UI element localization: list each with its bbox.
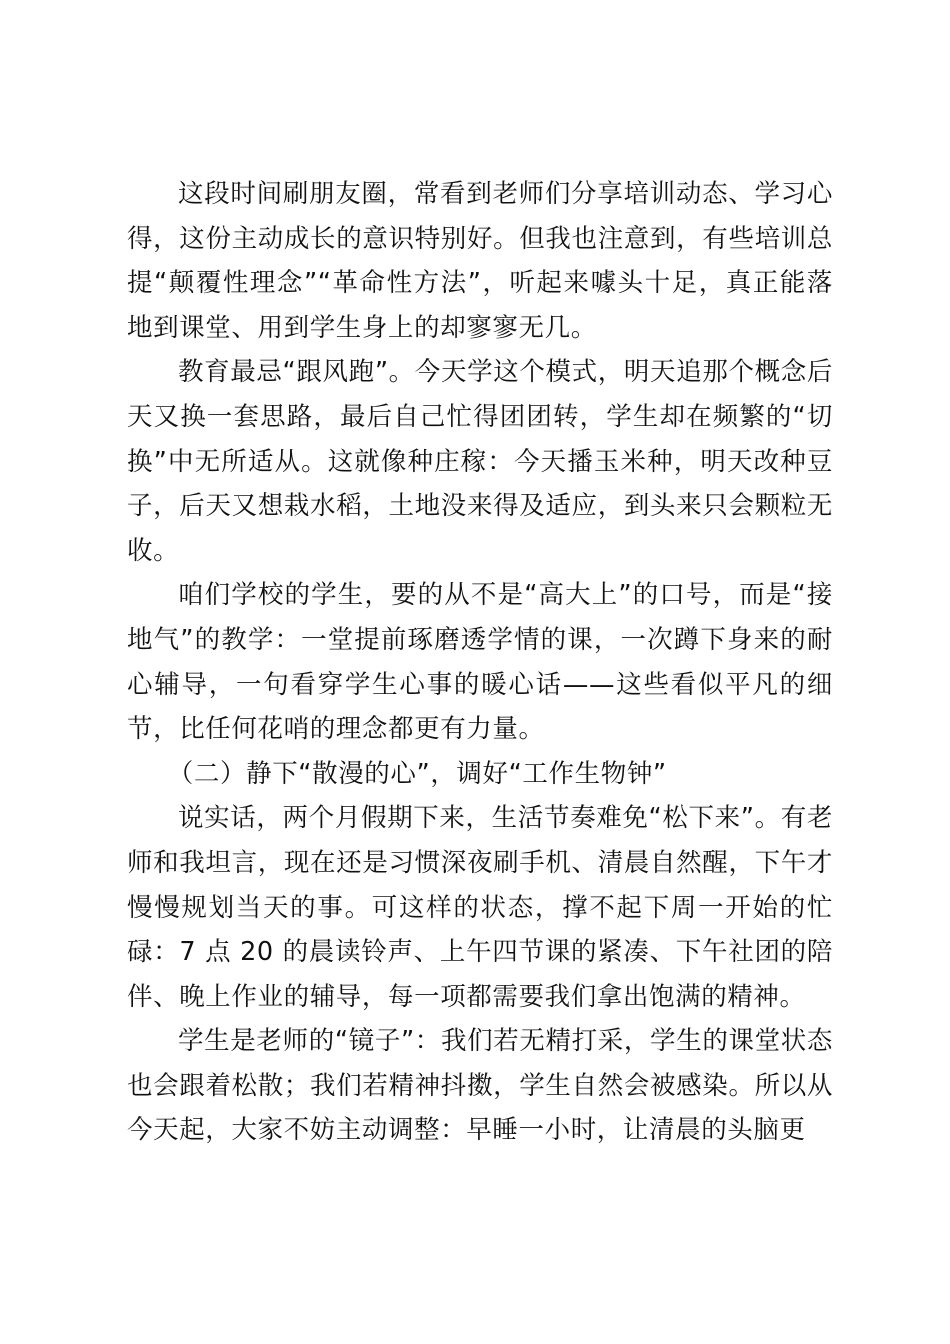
document-body	[127, 172, 833, 1153]
section-heading: （二）静下“散漫的心”，调好“工作生物钟”	[167, 758, 667, 789]
paragraph-down-to-earth-teaching: 咱们学校的学生，要的从不是“高大上”的口号，而是“接地气”的教学：一堂提前琢磨透学情的课，一次蹲下身来的耐心辅导，一句看穿学生心事的暖心话——这些看似平凡的细节，比任何花哨的理念都更有力量。	[127, 580, 833, 745]
paragraph-follow-trends: 教育最忌“跟风跑”。今天学这个模式，明天追那个概念后天又换一套思路，最后自己忙得团团转，学生却在频繁的“切换”中无所适从。这就像种庄稼：今天播玉米种，明天改种豆子，后天又想栽水稻，土地没来得及适应，到头来只会颗粒无收。	[127, 357, 833, 566]
paragraph-teacher-mirror: 学生是老师的“镜子”：我们若无精打采，学生的课堂状态也会跟着松散；我们若精神抖擞，学生自然会被感染。所以从今天起，大家不妨主动调整：早睡一小时，让清晨的头脑更	[127, 1026, 833, 1146]
paragraph-holiday-rhythm: 说实话，两个月假期下来，生活节奏难免“松下来”。有老师和我坦言，现在还是习惯深夜刷手机、清晨自然醒，下午才慢慢规划当天的事。可这样的状态，撑不起下周一开始的忙碌：7 点 20 的晨读铃声、上午四节课的紧凑、下午社团的陪伴、晚上作业的辅导，每一项都需要我们拿出饱满的精神。	[127, 803, 833, 1012]
paragraph-training-trends: 这段时间刷朋友圈，常看到老师们分享培训动态、学习心得，这份主动成长的意识特别好。但我也注意到，有些培训总提“颠覆性理念”“革命性方法”，听起来噱头十足，真正能落地到课堂、用到学生身上的却寥寥无几。	[127, 179, 833, 343]
